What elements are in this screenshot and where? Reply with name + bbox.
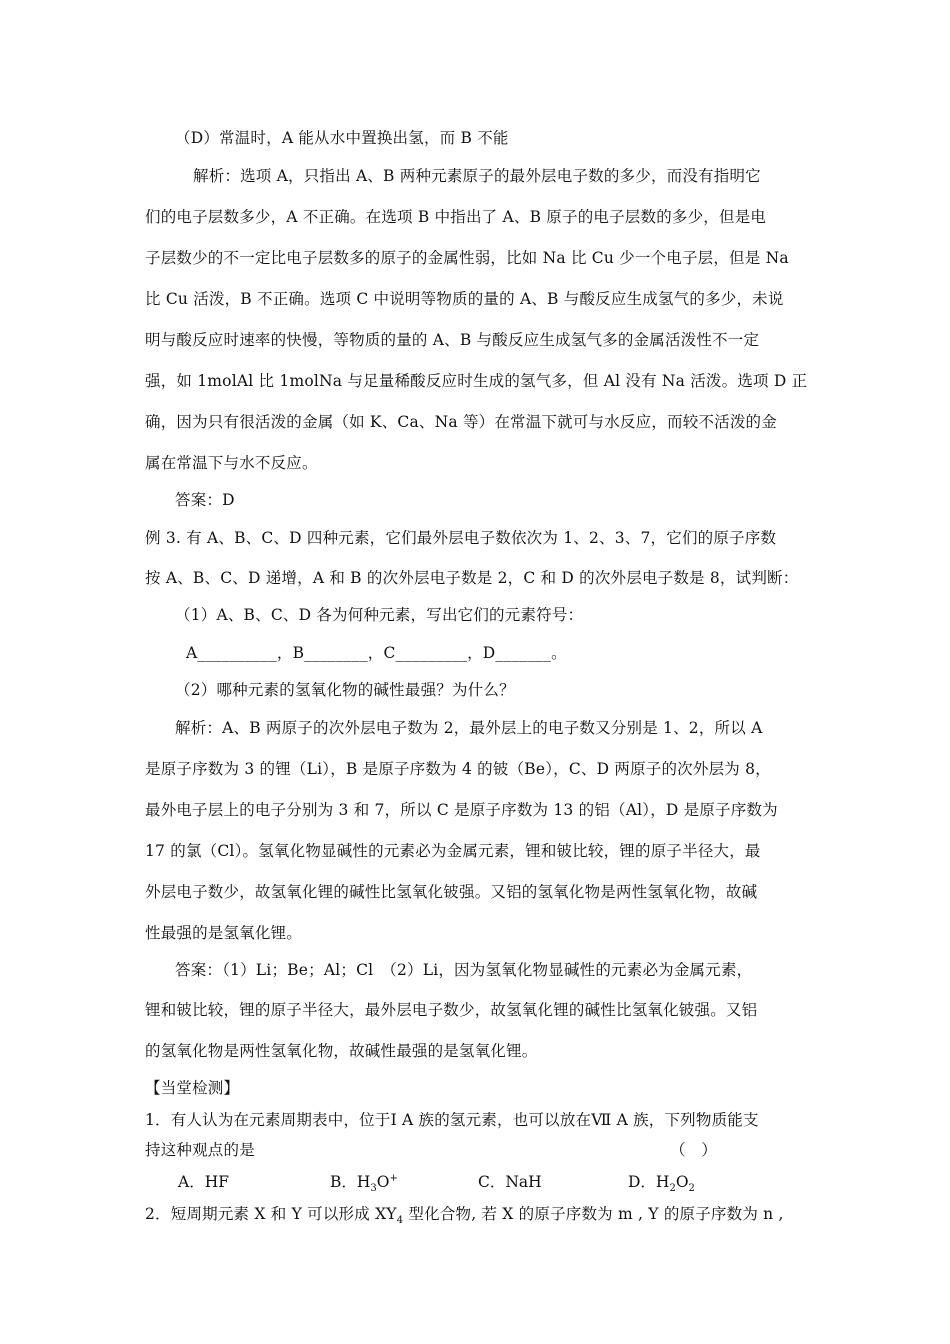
answer-2-line-1: 答案：（1）Li；Be；Al；Cl （2）Li，因为氢氧化物显碱性的元素必为金属元素， [175, 961, 753, 979]
answer-2-line-3: 的氢氧化物是两性氢氧化物，故碱性最强的是氢氧化锂。 [145, 1042, 538, 1060]
analysis-line-3: 子层数少的不一定比电子层数多的原子的金属性弱，比如 Na 比 Cu 少一个电子层，但是 Na [145, 249, 789, 267]
exercise-1-line-1: 1．有人认为在元素周期表中，位于Ⅰ A 族的氢元素，也可以放在Ⅶ A 族，下列物质能支 [145, 1111, 759, 1129]
answer-blanks: A__________，B________，C_________，D_______。 [186, 644, 567, 662]
option-d-line: （D）常温时，A 能从水中置换出氢，而 B 不能 [175, 129, 509, 147]
section-heading: 【当堂检测】 [145, 1079, 240, 1097]
example-3-line-1: 例 3. 有 A、B、C、D 四种元素，它们最外层电子数依次为 1、2、3、7，它们的原子序数 [145, 529, 777, 547]
choice-a: A．HF [178, 1173, 229, 1191]
answer-2-line-2: 锂和铍比较，锂的原子半径大，最外层电子数少，故氢氧化锂的碱性比氢氧化铍强。又铝 [145, 1001, 758, 1019]
exercise-1-line-2: 持这种观点的是 [145, 1141, 255, 1159]
exercise-2-line-1: 2．短周期元素 X 和 Y 可以形成 $XY_4$ 型化合物, 若 X 的原子序数为 m , Y 的原子序数为 n , [145, 1205, 784, 1227]
analysis-line-7: 确，因为只有很活泼的金属（如 K、Ca、Na 等）在常温下就可与水反应，而较不活泼的金 [145, 413, 777, 431]
analysis-2-line-2: 是原子序数为 3 的锂（Li），B 是原子序数为 4 的铍（Be），C、D 两原子的次外层为 8， [145, 760, 771, 778]
example-3-line-2: 按 A、B、C、D 递增，A 和 B 的次外层电子数是 2，C 和 D 的次外层电子数是 8，试判断： [145, 569, 799, 587]
answer-bracket: （ ） [670, 1141, 718, 1159]
analysis-line-4: 比 Cu 活泼，B 不正确。选项 C 中说明等物质的量的 A、B 与酸反应生成氢气的多少，未说 [145, 290, 784, 308]
choice-b: B．$H_3O^+$ [330, 1172, 398, 1195]
analysis-line-5: 明与酸反应时速率的快慢，等物质的量的 A、B 与酸反应生成氢气多的金属活泼性不一定 [145, 331, 760, 349]
analysis-line-6: 强，如 1molAl 比 1molNa 与足量稀酸反应时生成的氢气多，但 Al 没有 Na 活泼。选项 D 正 [145, 372, 808, 390]
analysis-2-line-1: 解析：A、B 两原子的次外层电子数为 2，最外层上的电子数又分别是 1、2，所以 A [175, 719, 763, 737]
question-1: （1）A、B、C、D 各为何种元素，写出它们的元素符号： [175, 606, 584, 624]
analysis-2-line-6: 性最强的是氢氧化锂。 [145, 924, 303, 942]
answer-line: 答案：D [175, 491, 235, 509]
analysis-2-line-4: 17 的氯（Cl）。氢氧化物显碱性的元素必为金属元素，锂和铍比较，锂的原子半径大，最 [145, 842, 761, 860]
analysis-line-8: 属在常温下与水不反应。 [145, 454, 318, 472]
choice-d: D．$H_2O_2$ [628, 1173, 695, 1195]
analysis-2-line-5: 外层电子数少，故氢氧化锂的碱性比氢氧化铍强。又铝的氢氧化物是两性氢氧化物，故碱 [145, 883, 758, 901]
choice-c: C．NaH [478, 1173, 542, 1191]
analysis-line-2: 们的电子层数多少，A 不正确。在选项 B 中指出了 A、B 原子的电子层数的多少，但是电 [145, 208, 767, 226]
analysis-line-1: 解析：选项 A，只指出 A、B 两种元素原子的最外层电子数的多少，而没有指明它 [193, 167, 761, 185]
question-2: （2）哪种元素的氢氧化物的碱性最强？为什么？ [175, 681, 515, 699]
analysis-2-line-3: 最外电子层上的电子分别为 3 和 7，所以 C 是原子序数为 13 的铝（Al），D 是原子序数为 [145, 801, 778, 819]
